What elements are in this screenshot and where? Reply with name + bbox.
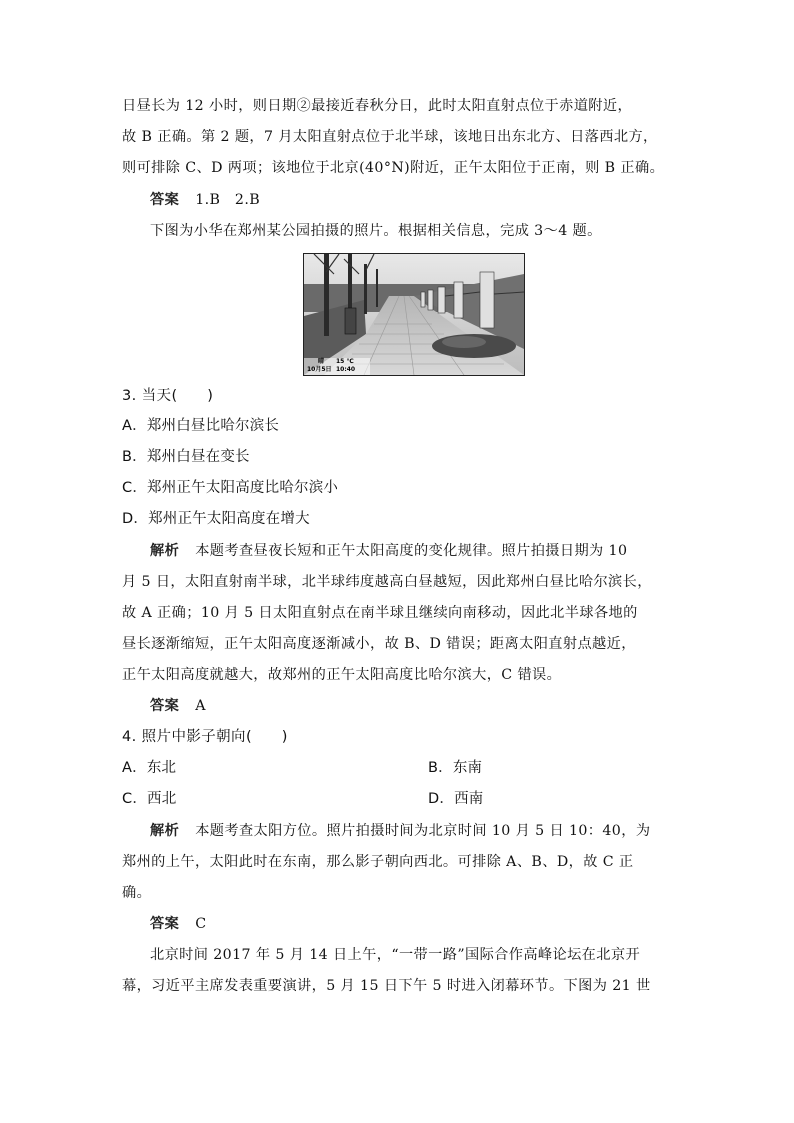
passage-3-4: 下图为小华在郑州某公园拍摄的照片。根据相关信息，完成 3～4 题。 — [150, 223, 602, 239]
q3-analysis-line-3: 故 A 正确；10 月 5 日太阳直射点在南半球且继续向南移动，因此北半球各地的 — [122, 605, 638, 621]
answer-1-2-value: 1.B 2.B — [195, 192, 261, 208]
q4-analysis-line-1 — [150, 821, 682, 841]
q3-analysis-label: 解析 — [150, 543, 180, 559]
photo-weather: 晴 — [318, 358, 325, 365]
q4-answer — [150, 914, 682, 934]
q3-answer-value: A — [195, 698, 206, 714]
next-passage-line-2: 幕，习近平主席发表重要演讲，5 月 15 日下午 5 时进入闭幕环节。下图为 21 世 — [122, 978, 651, 994]
q3-analysis-line-2: 月 5 日，太阳直射南半球，北半球纬度越高白昼越短，因此郑州白昼比哈尔滨长， — [122, 574, 652, 590]
q4-analysis-line-2: 郑州的上午，太阳此时在东南，那么影子朝向西北。可排除 A、B、D，故 C 正 — [122, 854, 634, 870]
intro-line-2: 故 B 正确。第 2 题，7 月太阳直射点位于北半球，该地日出东北方、日落西北方， — [122, 129, 658, 145]
park-photo-image — [304, 254, 524, 375]
q4-answer-value: C — [195, 916, 207, 932]
q4-analysis-label: 解析 — [150, 823, 180, 839]
intro-line-1: 日昼长为 12 小时，则日期②最接近春秋分日，此时太阳直射点位于赤道附近， — [122, 98, 633, 114]
q4-analysis-line-3: 确。 — [122, 885, 152, 901]
q3-analysis-line-5: 正午太阳高度就越大，故郑州的正午太阳高度比哈尔滨大，C 错误。 — [122, 667, 562, 683]
q3-answer — [150, 696, 682, 716]
q3-option-c: C．郑州正午太阳高度比哈尔滨小 — [122, 480, 339, 496]
q3-option-d: D．郑州正午太阳高度在增大 — [122, 511, 310, 527]
q3-option-b: B．郑州白昼在变长 — [122, 449, 250, 465]
q3-answer-label: 答案 — [150, 698, 180, 714]
q4-stem: 4. 照片中影子朝向( ) — [122, 729, 288, 745]
q4-option-c: C．西北 — [122, 791, 177, 807]
q3-analysis-line-1 — [150, 541, 682, 561]
q4-option-b: B．东南 — [428, 760, 483, 776]
intro-line-3: 则可排除 C、D 两项；该地位于北京(40°N)附近，正午太阳位于正南，则 B 正确。 — [122, 160, 665, 176]
q4-option-d: D．西南 — [428, 791, 484, 807]
q4-answer-label: 答案 — [150, 916, 180, 932]
answer-label: 答案 — [150, 192, 180, 208]
photo-temperature: 15 ℃ — [336, 358, 354, 365]
photo-date: 10月5日 — [307, 366, 332, 373]
photo-time: 10:40 — [336, 366, 356, 373]
next-passage-line-1: 北京时间 2017 年 5 月 14 日上午，“一带一路”国际合作高峰论坛在北京开 — [150, 947, 641, 963]
q3-stem: 3. 当天( ) — [122, 388, 214, 404]
answer-1-2 — [150, 190, 682, 210]
q3-analysis-line-4: 昼长逐渐缩短，正午太阳高度逐渐减小，故 B、D 错误；距离太阳直射点越近， — [122, 636, 636, 652]
q4-analysis-text-1: 本题考查太阳方位。照片拍摄时间为北京时间 10 月 5 日 10：40，为 — [195, 823, 651, 839]
q4-option-a: A．东北 — [122, 760, 177, 776]
q3-analysis-text-1: 本题考查昼夜长短和正午太阳高度的变化规律。照片拍摄日期为 10 — [195, 543, 628, 559]
park-photo — [303, 253, 525, 376]
q3-option-a: A．郑州白昼比哈尔滨长 — [122, 418, 280, 434]
